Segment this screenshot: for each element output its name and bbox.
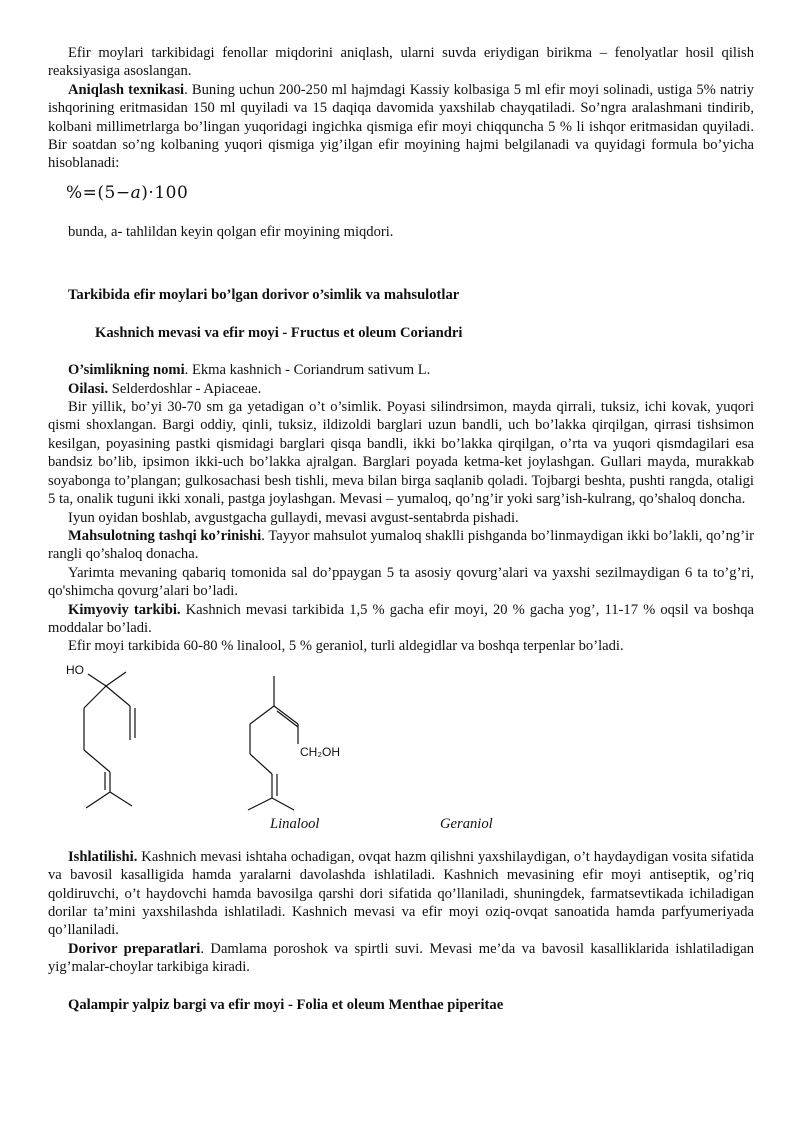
technique-text: . Buning uchun 200-250 ml hajmdagi Kassiy kolbasiga 5 ml efir moyi solinadi, ustiga 5% natriy ishqorining eritmasidan 150 ml quyiladi va 15 daqiqa davomida yaxshilab chayqatiladi. So’ngra aralashmani tindirib, kolbani millimetrlarga bo’lingan yuqoridagi ingichka qismiga efir moyi chiqquncha 5 % li ishqor eritmasidan quyiladi. Bir soatdan so’ng kolbaning yuqori qismiga yig’ilgan efir moyining hajmi belgilanadi va quyidagi formula bo’yicha hisoblanadi: [48, 81, 754, 172]
structure-drawing [48, 660, 754, 848]
geraniol-structure [248, 676, 298, 810]
preparations-paragraph: Dorivor preparatlari. Damlama poroshok va spirtli suvi. Mevasi me’da va bavosil kasalliklarida ishlatiladigan yig’malar-choylar tarkibiga kiradi. [48, 940, 755, 976]
formula-note: bunda, a- tahlildan keyin qolgan efir moyining miqdori. [68, 223, 394, 240]
intro-paragraph: Efir moylari tarkibidagi fenollar miqdorini aniqlash, ularni suvda eriydigan birikma – fenolyatlar hosil qilish reaksiyasiga asoslangan. [48, 45, 754, 80]
plant-name: O’simlikning nomi. Ekma kashnich - Coriandrum sativum L. [68, 362, 431, 379]
document-page [48, 44, 754, 1015]
linalool-caption: Linalool [270, 815, 320, 832]
plant-appearance-2: Yarimta mevaning qabariq tomonida sal do’ppaygan 5 ta asosiy qovurg’alari va yaxshi sezilmaydigan 6 ta to’g’ri, qo'shimcha qovurg’alari bo’ladi. [48, 564, 754, 600]
plant-description: Bir yillik, bo’yi 30-70 sm ga yetadigan o’t o’simlik. Poyasi silindrsimon, mayda qirrali, tuksiz, ichi kovak, yuqori qismi shoxlangan. Bargi oddiy, qinli, tuksiz, ildizoldi barglari uzun bandli, uch bo’lakka qirqilgan, qirrasi tishsimon kesilgan, poyasining pastki qismidagi barglari qisqa bandli, ikki bo’lakka qirqilgan, o’rta va yuqori qismdagilari esa bandsiz bo’lib, ipsimon ikki-uch bo’lakka ajralgan. Barglari poyada ketma-ket joylashgan. Gullari mayda, murakkab soyabonga to’plangan; gulkosachasi besh tishli, meva bilan birga saqlanib qoladi. Tojbargi beshta, pushti rangda, otaligi 5 ta, onalik tuguni ikki xonali, pastga joylashgan. Mevasi – yumaloq, qo’ng’ir yoki sarg’ish-kulrang, qo’shaloq doncha. [48, 399, 754, 508]
plant-chemistry-2: Efir moyi tarkibida 60-80 % linalool, 5 % geraniol, turli aldegidlar va boshqa terpenlar bo’ladi. [68, 638, 624, 655]
geraniol-caption: Geraniol [440, 815, 493, 832]
ch2oh-label: CH₂OH [300, 744, 340, 759]
next-section-title: Qalampir yalpiz bargi va efir moyi - Folia et oleum Menthae piperitae [68, 996, 504, 1013]
linalool-structure [84, 672, 135, 808]
usage-paragraph: Ishlatilishi. Kashnich mevasi ishtaha ochadigan, ovqat hazm qilishni yaxshilaydigan, o’t haydaydigan vosita sifatida va bavosil kasalligida hamda yaralarni davolashda ishlatiladi. Kashnich mevasining efir moyi antiseptik, og’riq qoldiruvchi, o’t haydovchi hamda bavosilga qarshi dori sifatida qo’llaniladi, shuningdek, farmatsevtikada ichiladigan dorilar ta’mini yaxshilashda ishlatiladi. Kashnich mevasi va efir moyi oziq-ovqat sanoatida hamda parfyumeriyada qo’llaniladi. [48, 848, 754, 939]
ho-label: HO [66, 662, 84, 677]
plant-flowering: Iyun oyidan boshlab, avgustgacha gullaydi, mevasi avgust-sentabrda pishadi. [68, 509, 519, 526]
section-title: Tarkibida efir moylari bo’lgan dorivor o’simlik va mahsulotlar [68, 287, 460, 304]
formula: %=(5−a)·100 [66, 182, 189, 203]
technique-label: Aniqlash texnikasi [68, 81, 185, 98]
technique-paragraph [48, 81, 754, 173]
plant-family: Oilasi. Selderdoshlar - Apiaceae. [68, 380, 262, 397]
subsection-title: Kashnich mevasi va efir moyi - Fructus et oleum Coriandri [95, 325, 463, 342]
plant-chemistry: Kimyoviy tarkibi. Kashnich mevasi tarkibida 1,5 % gacha efir moyi, 20 % gacha yog’, 11-17 % oqsil va boshqa moddalar bo’ladi. [48, 601, 755, 636]
chemical-structures [48, 660, 754, 848]
plant-appearance: Mahsulotning tashqi ko’rinishi. Tayyor mahsulot yumaloq shaklli pishganda bo’linmaydigan ikki bo’lakli, qo’ng’ir rangli qo’shaloq donacha. [48, 527, 755, 563]
